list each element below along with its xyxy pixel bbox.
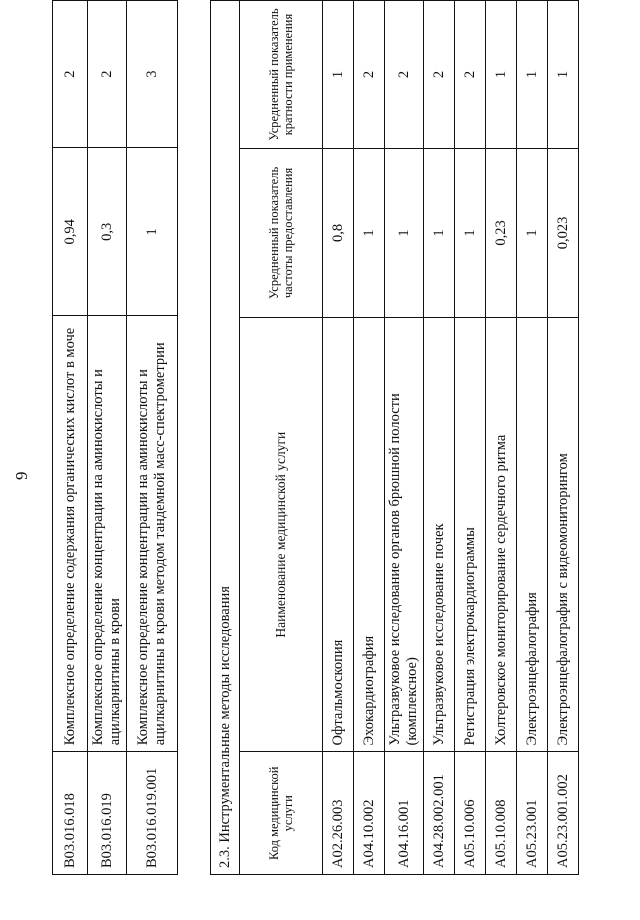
- service-code: A04.16.001: [385, 752, 424, 875]
- multiplicity-value: 2: [424, 1, 455, 149]
- header-multiplicity: Усредненный показатель кратности применения: [240, 1, 323, 149]
- frequency-value: 0,23: [486, 149, 517, 318]
- service-name: Электроэнцефалография: [517, 317, 548, 752]
- service-code: A02.26.003: [323, 752, 354, 875]
- service-code: A04.28.002.001: [424, 752, 455, 875]
- header-code: Код медицинской услуги: [240, 752, 323, 875]
- frequency-value: 0,94: [53, 148, 88, 316]
- service-code: A05.10.006: [455, 752, 486, 875]
- top-services-table: [52, 0, 178, 875]
- service-code: B03.016.018: [53, 752, 88, 875]
- service-code: A05.23.001.002: [548, 752, 579, 875]
- service-name: Офтальмоскопия: [323, 317, 354, 752]
- page-number: 9: [12, 471, 31, 480]
- multiplicity-value: 2: [88, 1, 127, 148]
- table-row: [88, 1, 127, 875]
- multiplicity-value: 2: [455, 1, 486, 149]
- service-code: A05.10.008: [486, 752, 517, 875]
- frequency-value: 1: [354, 149, 385, 318]
- table-row: [424, 1, 455, 875]
- service-code: B03.016.019: [88, 752, 127, 875]
- table-row: [455, 1, 486, 875]
- multiplicity-value: 1: [517, 1, 548, 149]
- frequency-value: 0,8: [323, 149, 354, 318]
- service-code: B03.016.019.001: [127, 752, 178, 875]
- table-row: [354, 1, 385, 875]
- frequency-value: 1: [517, 149, 548, 318]
- table-row: [548, 1, 579, 875]
- header-frequency: Усредненный показатель частоты предоставления: [240, 149, 323, 318]
- section-title-row: [211, 1, 240, 875]
- multiplicity-value: 3: [127, 1, 178, 148]
- multiplicity-value: 1: [323, 1, 354, 149]
- multiplicity-value: 2: [53, 1, 88, 148]
- service-name: Комплексное определение концентрации на аминокислоты и ацилкарнитины в крови методом тандемной масс-спектрометрии: [127, 316, 178, 752]
- service-name: Комплексное определение концентрации на аминокислоты и ацилкарнитины в крови: [88, 316, 127, 752]
- multiplicity-value: 2: [354, 1, 385, 149]
- frequency-value: 1: [127, 148, 178, 316]
- frequency-value: 0,3: [88, 148, 127, 316]
- table-row: [323, 1, 354, 875]
- table-row: [385, 1, 424, 875]
- service-name: Эхокардиография: [354, 317, 385, 752]
- frequency-value: 1: [385, 149, 424, 318]
- service-name: Электроэнцефалография с видеомониторингом: [548, 317, 579, 752]
- multiplicity-value: 1: [486, 1, 517, 149]
- frequency-value: 1: [455, 149, 486, 318]
- service-code: A05.23.001: [517, 752, 548, 875]
- frequency-value: 1: [424, 149, 455, 318]
- table-row: [486, 1, 517, 875]
- table-row: [127, 1, 178, 875]
- section-title: 2.3. Инструментальные методы исследования: [211, 1, 240, 875]
- multiplicity-value: 1: [548, 1, 579, 149]
- multiplicity-value: 2: [385, 1, 424, 149]
- frequency-value: 0,023: [548, 149, 579, 318]
- header-name: Наименование медицинской услуги: [240, 317, 323, 752]
- service-name: Холтеровское мониторирование сердечного ритма: [486, 317, 517, 752]
- service-code: A04.10.002: [354, 752, 385, 875]
- service-name: Ультразвуковое исследование органов брюшной полости (комплексное): [385, 317, 424, 752]
- service-name: Ультразвуковое исследование почек: [424, 317, 455, 752]
- service-name: Регистрация электрокардиограммы: [455, 317, 486, 752]
- table-row: [53, 1, 88, 875]
- instrumental-methods-table: [210, 0, 579, 875]
- table-row: [517, 1, 548, 875]
- header-row: [240, 1, 323, 875]
- service-name: Комплексное определение содержания органических кислот в моче: [53, 316, 88, 752]
